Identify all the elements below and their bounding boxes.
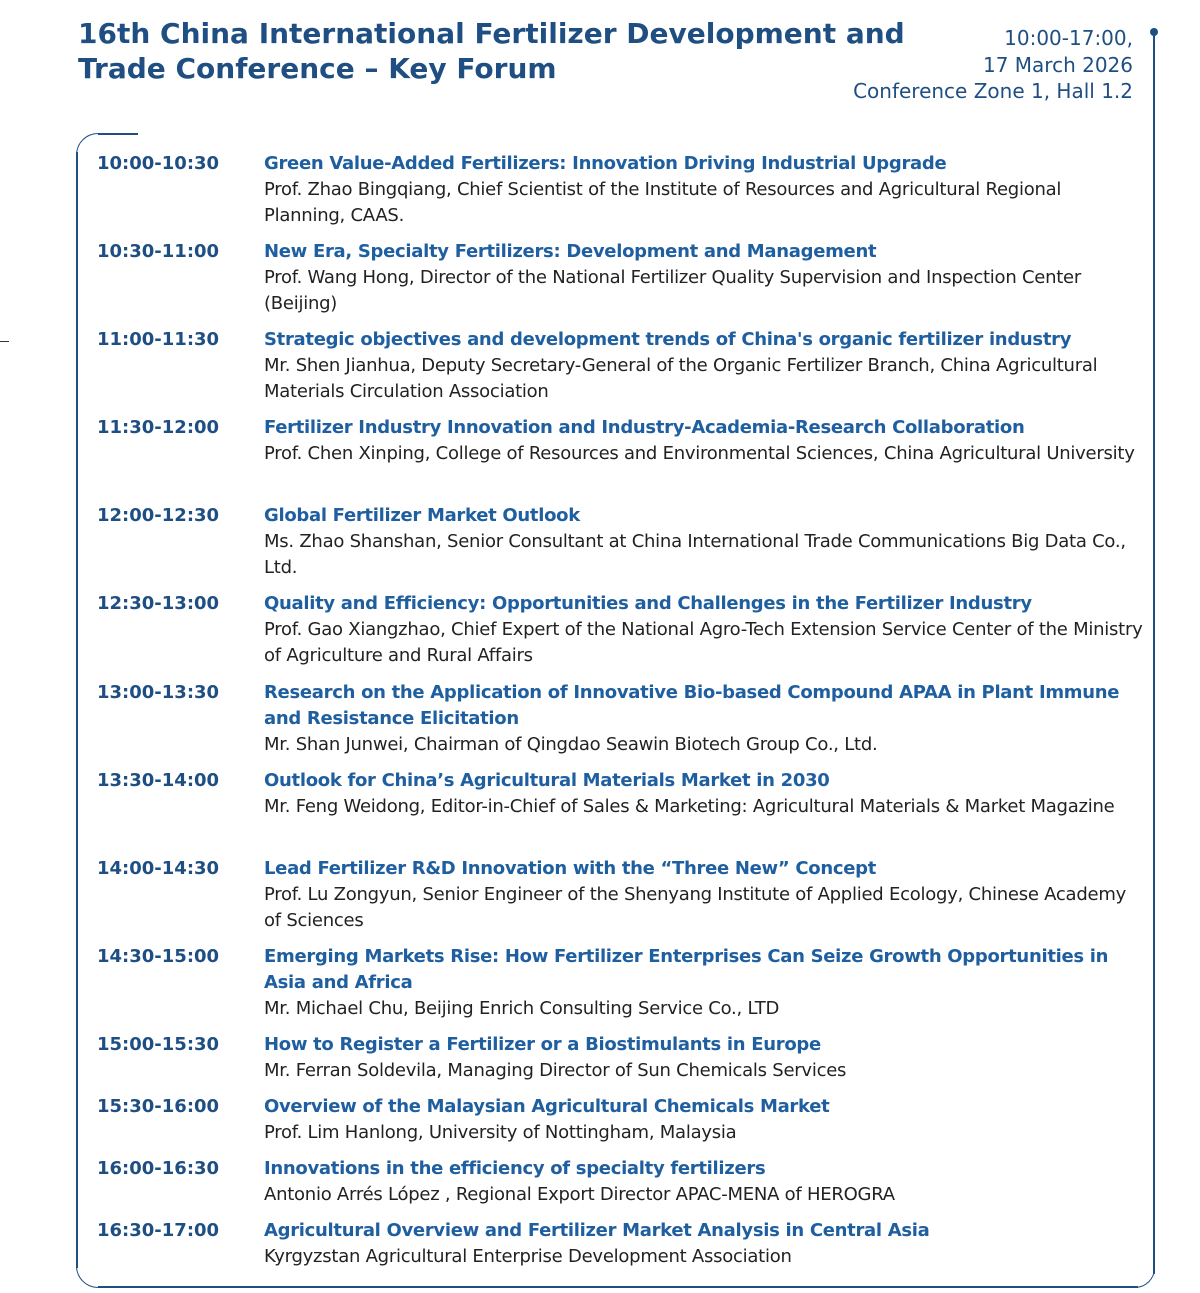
session-title: Research on the Application of Innovative Bio-based Compound APAA in Plant Immune and Resistance Elicitation (264, 682, 1120, 729)
session-speaker: Prof. Chen Xinping, College of Resources and Environmental Sciences, China Agricultural University (264, 443, 1135, 464)
session-title: Emerging Markets Rise: How Fertilizer Enterprises Can Seize Growth Opportunities in Asia and Africa (264, 946, 1109, 993)
session-title: Innovations in the efficiency of specialty fertilizers (264, 1158, 766, 1179)
session-time: 14:30-15:00 (97, 946, 220, 967)
session-speaker: Kyrgyzstan Agricultural Enterprise Development Association (264, 1246, 792, 1267)
session-speaker: Mr. Shen Jianhua, Deputy Secretary-General of the Organic Fertilizer Branch, China Agricultural Materials Circulation Association (264, 355, 1098, 402)
page-title-line-1: 16th China International Fertilizer Development and (78, 17, 905, 50)
session-title: Global Fertilizer Market Outlook (264, 505, 580, 526)
session-speaker: Mr. Ferran Soldevila, Managing Director of Sun Chemicals Services (264, 1060, 847, 1081)
session-time: 15:00-15:30 (97, 1034, 220, 1055)
session-speaker: Prof. Zhao Bingqiang, Chief Scientist of the Institute of Resources and Agricultural Regional Planning, CAAS. (264, 179, 1062, 226)
session-speaker: Ms. Zhao Shanshan, Senior Consultant at China International Trade Communications Big Data Co., Ltd. (264, 531, 1126, 578)
session-speaker: Prof. Lim Hanlong, University of Nottingham, Malaysia (264, 1122, 737, 1143)
session-time: 11:30-12:00 (97, 417, 220, 438)
session-time: 13:30-14:00 (97, 770, 220, 791)
event-time: 10:00-17:00, (1004, 26, 1133, 50)
session-title: Lead Fertilizer R&D Innovation with the “Three New” Concept (264, 858, 877, 879)
session-time: 16:00-16:30 (97, 1158, 220, 1179)
session-time: 11:00-11:30 (97, 329, 220, 350)
session-time: 16:30-17:00 (97, 1220, 220, 1241)
session-title: Agricultural Overview and Fertilizer Market Analysis in Central Asia (264, 1220, 930, 1241)
session-time: 12:30-13:00 (97, 593, 220, 614)
session-title: Quality and Efficiency: Opportunities and Challenges in the Fertilizer Industry (264, 593, 1032, 614)
session-time: 10:00-10:30 (97, 153, 220, 174)
session-speaker: Antonio Arrés López , Regional Export Director APAC-MENA of HEROGRA (264, 1184, 895, 1205)
session-time: 14:00-14:30 (97, 858, 220, 879)
event-date: 17 March 2026 (982, 52, 1133, 77)
session-speaker: Prof. Gao Xiangzhao, Chief Expert of the National Agro-Tech Extension Service Center of the Ministry of Agriculture and Rural Affairs (264, 619, 1143, 666)
session-time: 10:30-11:00 (97, 241, 220, 262)
page-title-line-2: Trade Conference – Key Forum (78, 52, 557, 85)
session-speaker: Mr. Shan Junwei, Chairman of Qingdao Seawin Biotech Group Co., Ltd. (264, 734, 878, 755)
session-title: Green Value-Added Fertilizers: Innovation Driving Industrial Upgrade (264, 153, 947, 174)
session-speaker: Prof. Wang Hong, Director of the National Fertilizer Quality Supervision and Inspection Center (Beijing) (264, 267, 1082, 314)
session-title: Outlook for China’s Agricultural Materials Market in 2030 (264, 770, 830, 791)
session-speaker: Mr. Feng Weidong, Editor-in-Chief of Sales & Marketing: Agricultural Materials & Market Magazine (264, 796, 1115, 817)
session-speaker: Prof. Lu Zongyun, Senior Engineer of the Shenyang Institute of Applied Ecology, Chinese Academy of Sciences (264, 884, 1127, 931)
session-title: Strategic objectives and development trends of China's organic fertilizer industry (264, 329, 1072, 350)
session-title: Overview of the Malaysian Agricultural Chemicals Market (264, 1096, 830, 1117)
session-title: New Era, Specialty Fertilizers: Development and Management (264, 241, 877, 262)
session-title: How to Register a Fertilizer or a Biostimulants in Europe (264, 1034, 821, 1055)
event-venue: Conference Zone 1, Hall 1.2 (853, 79, 1133, 103)
session-speaker: Mr. Michael Chu, Beijing Enrich Consulting Service Co., LTD (264, 998, 780, 1019)
session-time: 13:00-13:30 (97, 682, 220, 703)
session-time: 12:00-12:30 (97, 505, 220, 526)
session-time: 15:30-16:00 (97, 1096, 220, 1117)
session-title: Fertilizer Industry Innovation and Industry-Academia-Research Collaboration (264, 417, 1025, 438)
